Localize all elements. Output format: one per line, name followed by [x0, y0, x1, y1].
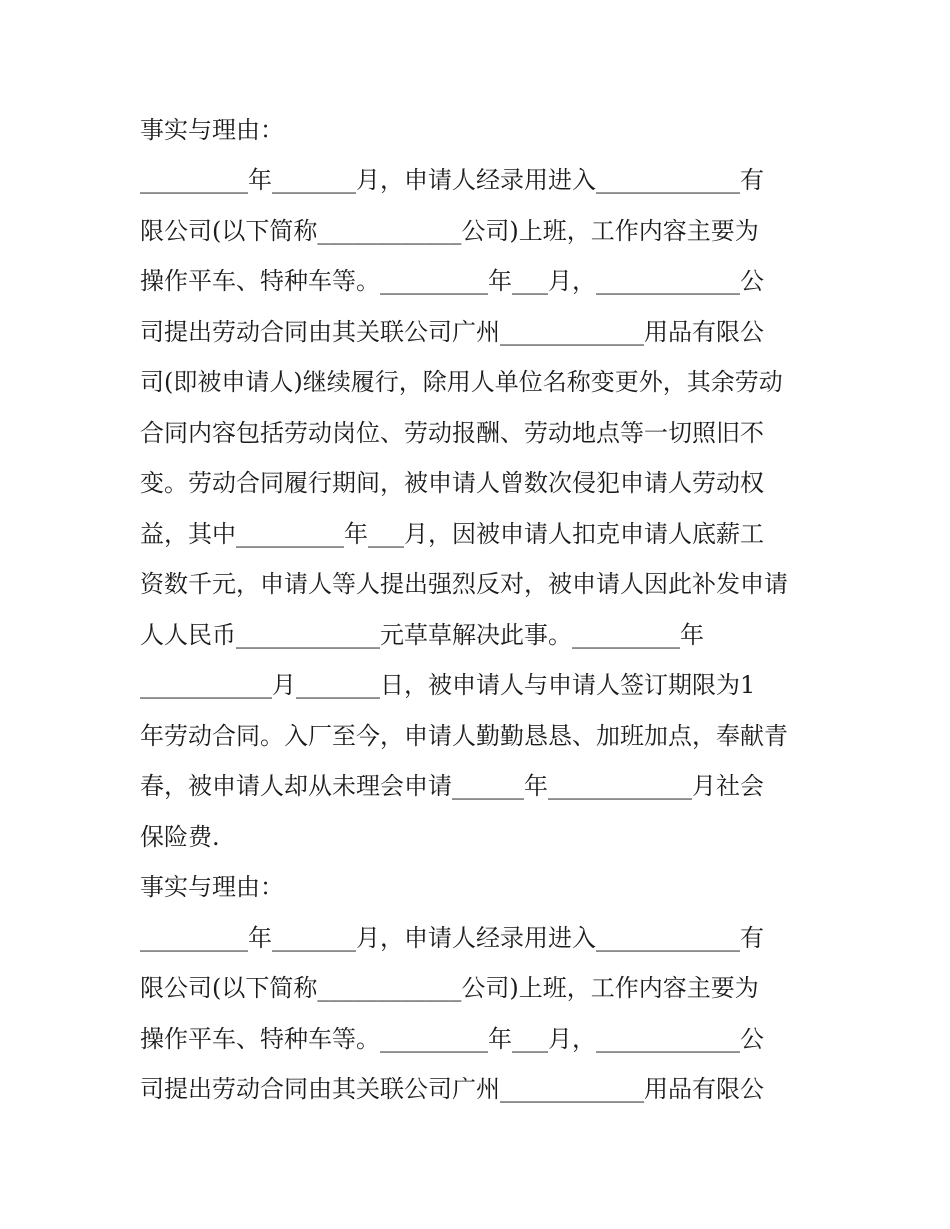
- text-line: 事实与理由：: [140, 873, 284, 901]
- text-line: 操作平车、特种车等。_________年___月，____________公: [140, 1025, 764, 1053]
- text-line: 限公司(以下简称____________公司)上班，工作内容主要为: [140, 217, 759, 245]
- text-line: 变。劳动合同履行期间，被申请人曾数次侵犯申请人劳动权: [140, 469, 764, 497]
- text-line: 司提出劳动合同由其关联公司广州____________用品有限公: [140, 1075, 764, 1103]
- text-line: 年劳动合同。入厂至今，申请人勤勤恳恳、加班加点，奉献青: [140, 722, 788, 750]
- text-line: 司(即被申请人)继续履行，除用人单位名称变更外，其余劳动: [140, 368, 783, 396]
- text-line: 保险费.: [140, 823, 220, 851]
- text-line: 资数千元，申请人等人提出强烈反对，被申请人因此补发申请: [140, 570, 788, 598]
- text-line: 司提出劳动合同由其关联公司广州____________用品有限公: [140, 318, 764, 346]
- text-line: 合同内容包括劳动岗位、劳动报酬、劳动地点等一切照旧不: [140, 419, 764, 447]
- text-line: 操作平车、特种车等。_________年___月，____________公: [140, 267, 764, 295]
- text-line: 事实与理由：: [140, 116, 284, 144]
- text-line: _________年_______月，申请人经录用进入____________有: [140, 924, 764, 952]
- text-line: 限公司(以下简称____________公司)上班，工作内容主要为: [140, 974, 759, 1002]
- text-line: 春，被申请人却从未理会申请______年____________月社会: [140, 772, 764, 800]
- text-line: 人人民币____________元草草解决此事。_________年: [140, 621, 704, 649]
- text-line: 益，其中_________年___月，因被申请人扣克申请人底薪工: [140, 520, 764, 548]
- text-line: _________年_______月，申请人经录用进入____________有: [140, 166, 764, 194]
- text-line: ___________月_______日，被申请人与申请人签订期限为1: [140, 671, 756, 699]
